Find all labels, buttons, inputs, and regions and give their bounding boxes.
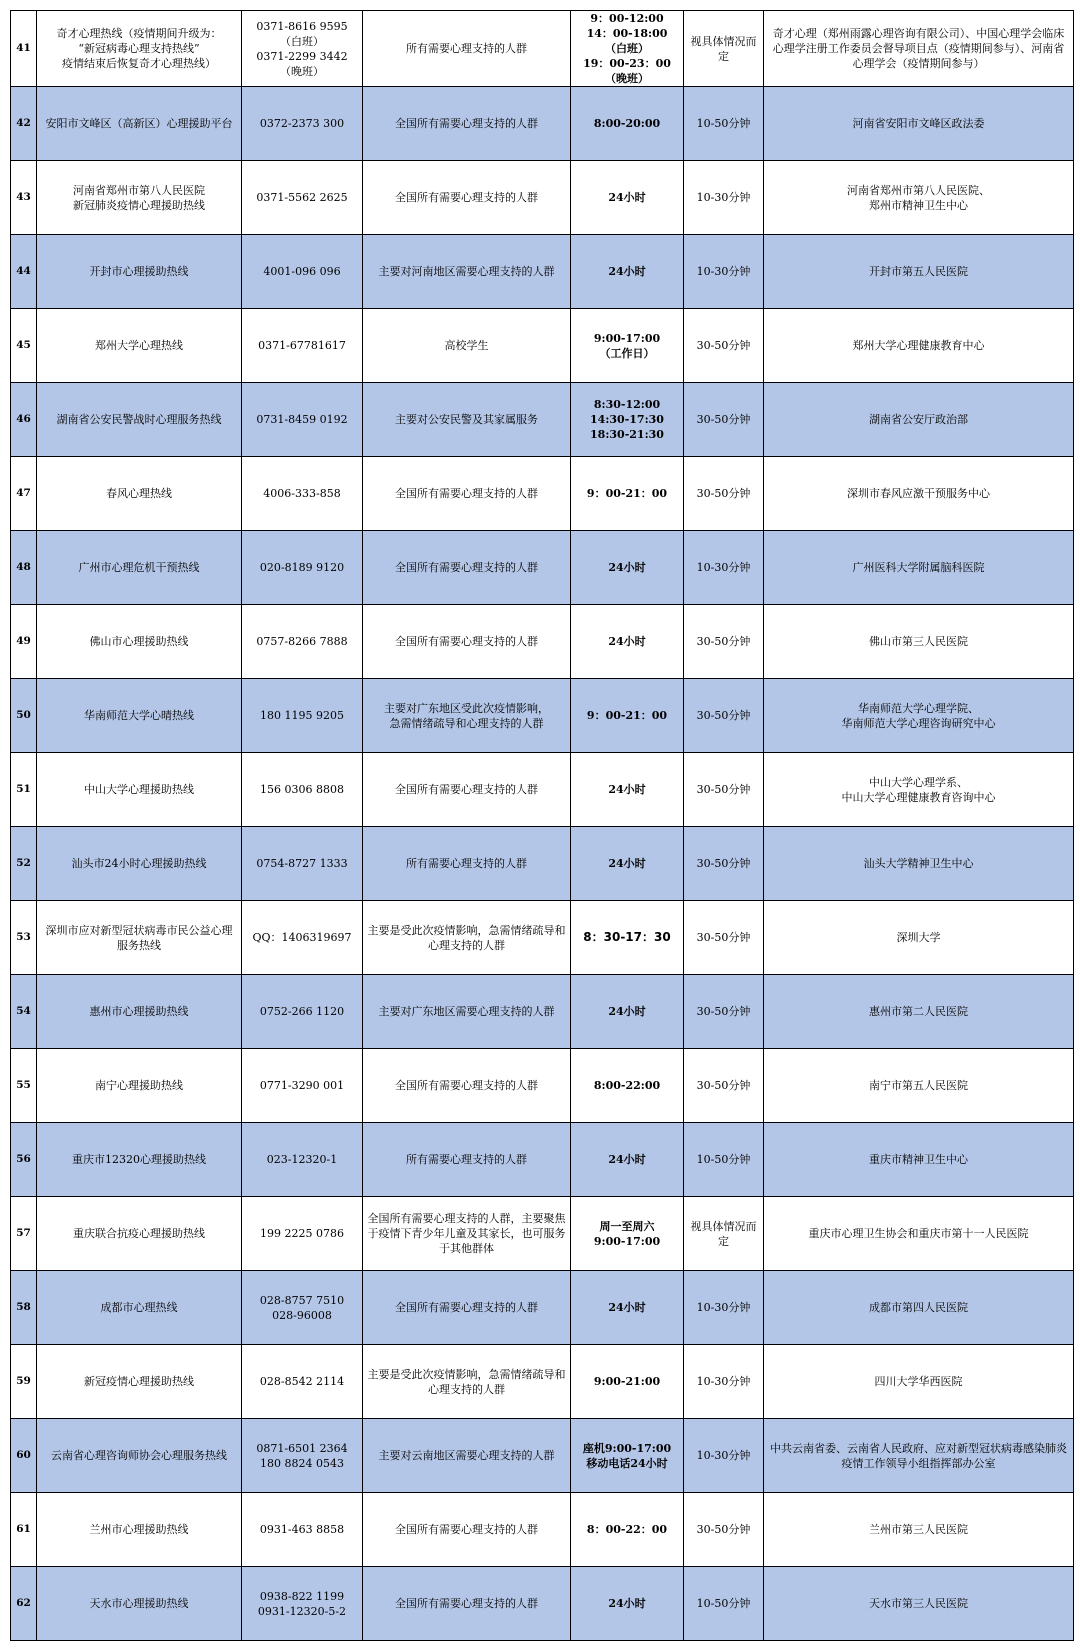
phone-number: 0372-2373 300	[242, 87, 363, 161]
hotline-name: 河南省郑州市第八人民医院 新冠肺炎疫情心理援助热线	[37, 161, 242, 235]
table-row	[11, 1271, 1074, 1345]
hotline-name: 新冠疫情心理援助热线	[37, 1345, 242, 1419]
organization: 中共云南省委、云南省人民政府、应对新型冠状病毒感染肺炎疫情工作领导小组指挥部办公室	[764, 1419, 1074, 1493]
service-hours: 9：00-12:00 14：00-18:00 （白班） 19：00-23：00 （晚班）	[571, 11, 684, 87]
row-number: 45	[11, 309, 37, 383]
target-audience: 全国所有需要心理支持的人群	[363, 531, 571, 605]
table-row	[11, 975, 1074, 1049]
row-number: 51	[11, 753, 37, 827]
phone-number: 023-12320-1	[242, 1123, 363, 1197]
service-hours: 8：30-17：30	[571, 901, 684, 975]
organization: 兰州市第三人民医院	[764, 1493, 1074, 1567]
service-hours: 24小时	[571, 161, 684, 235]
call-duration: 10-50分钟	[684, 87, 764, 161]
organization: 郑州大学心理健康教育中心	[764, 309, 1074, 383]
row-number: 60	[11, 1419, 37, 1493]
service-hours: 9：00-21：00	[571, 457, 684, 531]
table-row	[11, 1493, 1074, 1567]
phone-number: 4006-333-858	[242, 457, 363, 531]
hotline-name: 奇才心理热线（疫情期间升级为： “新冠病毒心理支持热线” 疫情结束后恢复奇才心理热线）	[37, 11, 242, 87]
target-audience: 所有需要心理支持的人群	[363, 11, 571, 87]
row-number: 49	[11, 605, 37, 679]
table-row	[11, 309, 1074, 383]
hotline-name: 惠州市心理援助热线	[37, 975, 242, 1049]
hotline-name: 华南师范大学心晴热线	[37, 679, 242, 753]
phone-number: 0757-8266 7888	[242, 605, 363, 679]
hotline-name: 春风心理热线	[37, 457, 242, 531]
call-duration: 10-50分钟	[684, 1123, 764, 1197]
target-audience: 全国所有需要心理支持的人群	[363, 605, 571, 679]
table-row	[11, 1197, 1074, 1271]
call-duration: 10-30分钟	[684, 1419, 764, 1493]
table-row	[11, 1345, 1074, 1419]
call-duration: 视具体情况而 定	[684, 1197, 764, 1271]
phone-number: 028-8542 2114	[242, 1345, 363, 1419]
call-duration: 30-50分钟	[684, 753, 764, 827]
service-hours: 24小时	[571, 1271, 684, 1345]
table-row	[11, 1419, 1074, 1493]
row-number: 53	[11, 901, 37, 975]
row-number: 55	[11, 1049, 37, 1123]
target-audience: 全国所有需要心理支持的人群	[363, 87, 571, 161]
call-duration: 30-50分钟	[684, 1493, 764, 1567]
organization: 汕头大学精神卫生中心	[764, 827, 1074, 901]
target-audience: 全国所有需要心理支持的人群	[363, 1049, 571, 1123]
service-hours: 9:00-21:00	[571, 1345, 684, 1419]
organization: 湖南省公安厅政治部	[764, 383, 1074, 457]
row-number: 50	[11, 679, 37, 753]
organization: 南宁市第五人民医院	[764, 1049, 1074, 1123]
table-row	[11, 383, 1074, 457]
phone-number: 0771-3290 001	[242, 1049, 363, 1123]
phone-number: 0371-67781617	[242, 309, 363, 383]
phone-number: 156 0306 8808	[242, 753, 363, 827]
table-row	[11, 901, 1074, 975]
service-hours: 24小时	[571, 1123, 684, 1197]
target-audience: 全国所有需要心理支持的人群	[363, 1567, 571, 1641]
service-hours: 周一至周六 9:00-17:00	[571, 1197, 684, 1271]
phone-number: 028-8757 7510 028-96008	[242, 1271, 363, 1345]
target-audience: 主要对广东地区受此次疫情影响， 急需情绪疏导和心理支持的人群	[363, 679, 571, 753]
hotline-name: 重庆市12320心理援助热线	[37, 1123, 242, 1197]
row-number: 56	[11, 1123, 37, 1197]
phone-number: 0754-8727 1333	[242, 827, 363, 901]
hotline-name: 安阳市文峰区（高新区）心理援助平台	[37, 87, 242, 161]
call-duration: 30-50分钟	[684, 827, 764, 901]
phone-number: 180 1195 9205	[242, 679, 363, 753]
service-hours: 9:00-17:00 （工作日）	[571, 309, 684, 383]
table-row	[11, 605, 1074, 679]
table-row	[11, 87, 1074, 161]
hotline-table	[10, 10, 1074, 1641]
service-hours: 24小时	[571, 235, 684, 309]
service-hours: 24小时	[571, 827, 684, 901]
table-row	[11, 235, 1074, 309]
row-number: 59	[11, 1345, 37, 1419]
target-audience: 所有需要心理支持的人群	[363, 1123, 571, 1197]
call-duration: 30-50分钟	[684, 901, 764, 975]
row-number: 46	[11, 383, 37, 457]
row-number: 58	[11, 1271, 37, 1345]
hotline-name: 佛山市心理援助热线	[37, 605, 242, 679]
table-row	[11, 1123, 1074, 1197]
target-audience: 全国所有需要心理支持的人群	[363, 1271, 571, 1345]
hotline-name: 深圳市应对新型冠状病毒市民公益心理服务热线	[37, 901, 242, 975]
hotline-name: 开封市心理援助热线	[37, 235, 242, 309]
service-hours: 座机9:00-17:00 移动电话24小时	[571, 1419, 684, 1493]
row-number: 57	[11, 1197, 37, 1271]
target-audience: 全国所有需要心理支持的人群	[363, 1493, 571, 1567]
table-row	[11, 457, 1074, 531]
call-duration: 10-30分钟	[684, 1345, 764, 1419]
call-duration: 10-50分钟	[684, 1567, 764, 1641]
organization: 重庆市精神卫生中心	[764, 1123, 1074, 1197]
organization: 开封市第五人民医院	[764, 235, 1074, 309]
hotline-name: 兰州市心理援助热线	[37, 1493, 242, 1567]
service-hours: 24小时	[571, 975, 684, 1049]
organization: 广州医科大学附属脑科医院	[764, 531, 1074, 605]
phone-number: QQ：1406319697	[242, 901, 363, 975]
hotline-name: 成都市心理热线	[37, 1271, 242, 1345]
target-audience: 全国所有需要心理支持的人群，主要聚焦于疫情下青少年儿童及其家长，也可服务于其他群体	[363, 1197, 571, 1271]
phone-number: 0938-822 1199 0931-12320-5-2	[242, 1567, 363, 1641]
organization: 中山大学心理学系、 中山大学心理健康教育咨询中心	[764, 753, 1074, 827]
service-hours: 24小时	[571, 753, 684, 827]
service-hours: 24小时	[571, 531, 684, 605]
phone-number: 4001-096 096	[242, 235, 363, 309]
table-row	[11, 1049, 1074, 1123]
hotline-name: 重庆联合抗疫心理援助热线	[37, 1197, 242, 1271]
call-duration: 10-30分钟	[684, 531, 764, 605]
hotline-table-container	[10, 10, 1073, 1641]
organization: 重庆市心理卫生协会和重庆市第十一人民医院	[764, 1197, 1074, 1271]
target-audience: 所有需要心理支持的人群	[363, 827, 571, 901]
call-duration: 30-50分钟	[684, 457, 764, 531]
target-audience: 主要对广东地区需要心理支持的人群	[363, 975, 571, 1049]
hotline-name: 天水市心理援助热线	[37, 1567, 242, 1641]
call-duration: 10-30分钟	[684, 161, 764, 235]
target-audience: 全国所有需要心理支持的人群	[363, 753, 571, 827]
organization: 天水市第三人民医院	[764, 1567, 1074, 1641]
hotline-name: 汕头市24小时心理援助热线	[37, 827, 242, 901]
organization: 奇才心理（郑州雨露心理咨询有限公司）、中国心理学会临床心理学注册工作委员会督导项目点（疫情期间参与）、河南省心理学会（疫情期间参与）	[764, 11, 1074, 87]
organization: 华南师范大学心理学院、 华南师范大学心理咨询研究中心	[764, 679, 1074, 753]
row-number: 43	[11, 161, 37, 235]
target-audience: 主要对河南地区需要心理支持的人群	[363, 235, 571, 309]
phone-number: 199 2225 0786	[242, 1197, 363, 1271]
table-row	[11, 161, 1074, 235]
phone-number: 020-8189 9120	[242, 531, 363, 605]
row-number: 48	[11, 531, 37, 605]
table-row	[11, 531, 1074, 605]
table-row	[11, 753, 1074, 827]
hotline-name: 南宁心理援助热线	[37, 1049, 242, 1123]
phone-number: 0371-5562 2625	[242, 161, 363, 235]
hotline-name: 广州市心理危机干预热线	[37, 531, 242, 605]
row-number: 41	[11, 11, 37, 87]
organization: 惠州市第二人民医院	[764, 975, 1074, 1049]
target-audience: 主要是受此次疫情影响，急需情绪疏导和心理支持的人群	[363, 901, 571, 975]
service-hours: 24小时	[571, 1567, 684, 1641]
call-duration: 30-50分钟	[684, 975, 764, 1049]
organization: 佛山市第三人民医院	[764, 605, 1074, 679]
service-hours: 8:30-12:00 14:30-17:30 18:30-21:30	[571, 383, 684, 457]
hotline-name: 云南省心理咨询师协会心理服务热线	[37, 1419, 242, 1493]
row-number: 47	[11, 457, 37, 531]
hotline-name: 湖南省公安民警战时心理服务热线	[37, 383, 242, 457]
row-number: 44	[11, 235, 37, 309]
table-row	[11, 679, 1074, 753]
phone-number: 0871-6501 2364 180 8824 0543	[242, 1419, 363, 1493]
service-hours: 8:00-20:00	[571, 87, 684, 161]
organization: 四川大学华西医院	[764, 1345, 1074, 1419]
phone-number: 0931-463 8858	[242, 1493, 363, 1567]
organization: 河南省安阳市文峰区政法委	[764, 87, 1074, 161]
service-hours: 24小时	[571, 605, 684, 679]
service-hours: 8:00-22:00	[571, 1049, 684, 1123]
target-audience: 主要是受此次疫情影响，急需情绪疏导和心理支持的人群	[363, 1345, 571, 1419]
call-duration: 30-50分钟	[684, 383, 764, 457]
call-duration: 30-50分钟	[684, 309, 764, 383]
call-duration: 10-30分钟	[684, 1271, 764, 1345]
row-number: 62	[11, 1567, 37, 1641]
row-number: 42	[11, 87, 37, 161]
service-hours: 9：00-21：00	[571, 679, 684, 753]
call-duration: 30-50分钟	[684, 1049, 764, 1123]
phone-number: 0731-8459 0192	[242, 383, 363, 457]
call-duration: 30-50分钟	[684, 679, 764, 753]
target-audience: 主要对云南地区需要心理支持的人群	[363, 1419, 571, 1493]
call-duration: 30-50分钟	[684, 605, 764, 679]
row-number: 61	[11, 1493, 37, 1567]
target-audience: 全国所有需要心理支持的人群	[363, 161, 571, 235]
organization: 深圳市春风应激干预服务中心	[764, 457, 1074, 531]
table-row	[11, 1567, 1074, 1641]
hotline-name: 郑州大学心理热线	[37, 309, 242, 383]
hotline-name: 中山大学心理援助热线	[37, 753, 242, 827]
phone-number: 0371-8616 9595 （白班） 0371-2299 3442 （晚班）	[242, 11, 363, 87]
table-row	[11, 827, 1074, 901]
row-number: 52	[11, 827, 37, 901]
organization: 河南省郑州市第八人民医院、 郑州市精神卫生中心	[764, 161, 1074, 235]
service-hours: 8：00-22：00	[571, 1493, 684, 1567]
phone-number: 0752-266 1120	[242, 975, 363, 1049]
call-duration: 视具体情况而 定	[684, 11, 764, 87]
target-audience: 主要对公安民警及其家属服务	[363, 383, 571, 457]
organization: 深圳大学	[764, 901, 1074, 975]
organization: 成都市第四人民医院	[764, 1271, 1074, 1345]
row-number: 54	[11, 975, 37, 1049]
target-audience: 全国所有需要心理支持的人群	[363, 457, 571, 531]
target-audience: 高校学生	[363, 309, 571, 383]
table-row	[11, 11, 1074, 87]
call-duration: 10-30分钟	[684, 235, 764, 309]
